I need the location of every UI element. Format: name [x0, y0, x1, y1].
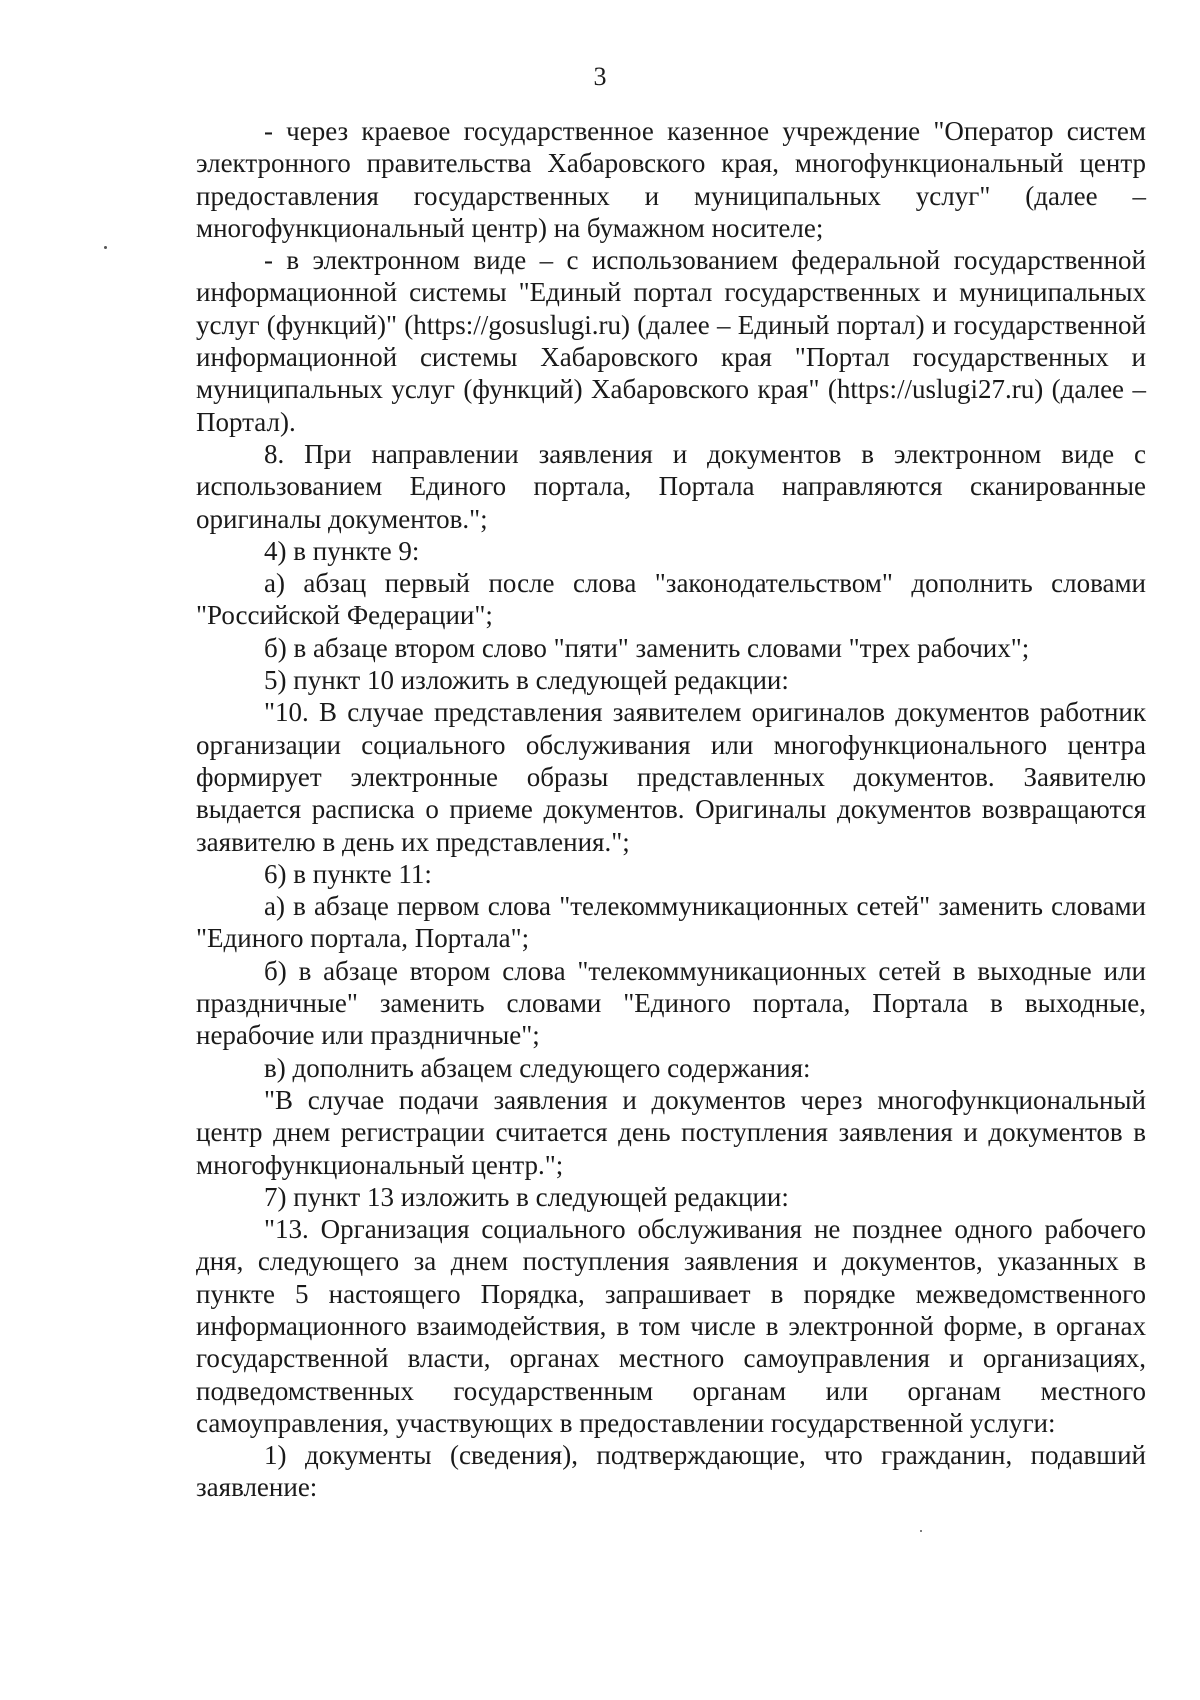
page-number: 3 — [593, 62, 607, 91]
document-body — [196, 115, 1146, 1504]
paragraph-amendment-5: 5) пункт 10 изложить в следующей редакции: — [264, 665, 789, 696]
paragraph-amendment-4: 4) в пункте 9: — [264, 535, 420, 566]
paragraph-amendment-6b: б) в абзаце втором слова "телекоммуникационных сетей в выходные или праздничные" заменить словами "Единого портала, Портала в выходные, нерабочие или праздничные"; — [196, 955, 1146, 1051]
paragraph-item-13: "13. Организация социального обслуживания не позднее одного рабочего дня, следующего за днем поступления заявления и документов, указанных в пункте 5 настоящего Порядка, запрашивает в порядке межведомственного информационного взаимодействия, в том числе в электронной форме, в органах государственной власти, органах местного самоуправления и организациях, подведомственных государственным органам или органам местного самоуправления, участвующих в предоставлении государственной услуги: — [196, 1214, 1146, 1438]
paragraph-amendment-6v: в) дополнить абзацем следующего содержания: — [264, 1052, 811, 1083]
scan-speck — [104, 246, 107, 249]
paragraph-mfc-registration: "В случае подачи заявления и документов через многофункциональный центр днем регистрации считается день поступления заявления и документов в многофункциональный центр."; — [196, 1084, 1146, 1180]
paragraph-amendment-4b: б) в абзаце втором слово "пяти" заменить словами "трех рабочих"; — [264, 632, 1030, 663]
scan-speck — [920, 1530, 922, 1532]
paragraph-item-8: 8. При направлении заявления и документов в электронном виде с использованием Единого портала, Портала направляются сканированные оригиналы документов."; — [196, 438, 1146, 534]
paragraph-amendment-6a: а) в абзаце первом слова "телекоммуникационных сетей" заменить словами "Единого портала, Портала"; — [196, 891, 1146, 954]
paragraph-item-13-1: 1) документы (сведения), подтверждающие, что гражданин, подавший заявление: — [196, 1440, 1146, 1503]
paragraph-amendment-7: 7) пункт 13 изложить в следующей редакции: — [264, 1181, 789, 1212]
paragraph-mfc-submission: - через краевое государственное казенное учреждение "Оператор систем электронного правительства Хабаровского края, многофункциональный центр предоставления государственных и муниципальных услуг" (далее – многофункциональный центр) на бумажном носителе; — [196, 116, 1146, 243]
paragraph-amendment-6: 6) в пункте 11: — [264, 858, 432, 889]
paragraph-amendment-4a: а) абзац первый после слова "законодательством" дополнить словами "Российской Федерации"; — [196, 568, 1146, 631]
paragraph-item-10: "10. В случае представления заявителем оригиналов документов работник организации социального обслуживания или многофункционального центра формирует электронные образы представленных документов. Заявителю выдается расписка о приеме документов. Оригиналы документов возвращаются заявителю в день их представления."; — [196, 697, 1146, 857]
paragraph-electronic-submission: - в электронном виде – с использованием федеральной государственной информационной системы "Единый портал государственных и муниципальных услуг (функций)" (https://gosuslugi.ru) (далее – Единый портал) и государственной информационной системы Хабаровского края "Портал государственных и муниципальных услуг (функций) Хабаровского края" (https://uslugi27.ru) (далее – Портал). — [196, 245, 1146, 437]
